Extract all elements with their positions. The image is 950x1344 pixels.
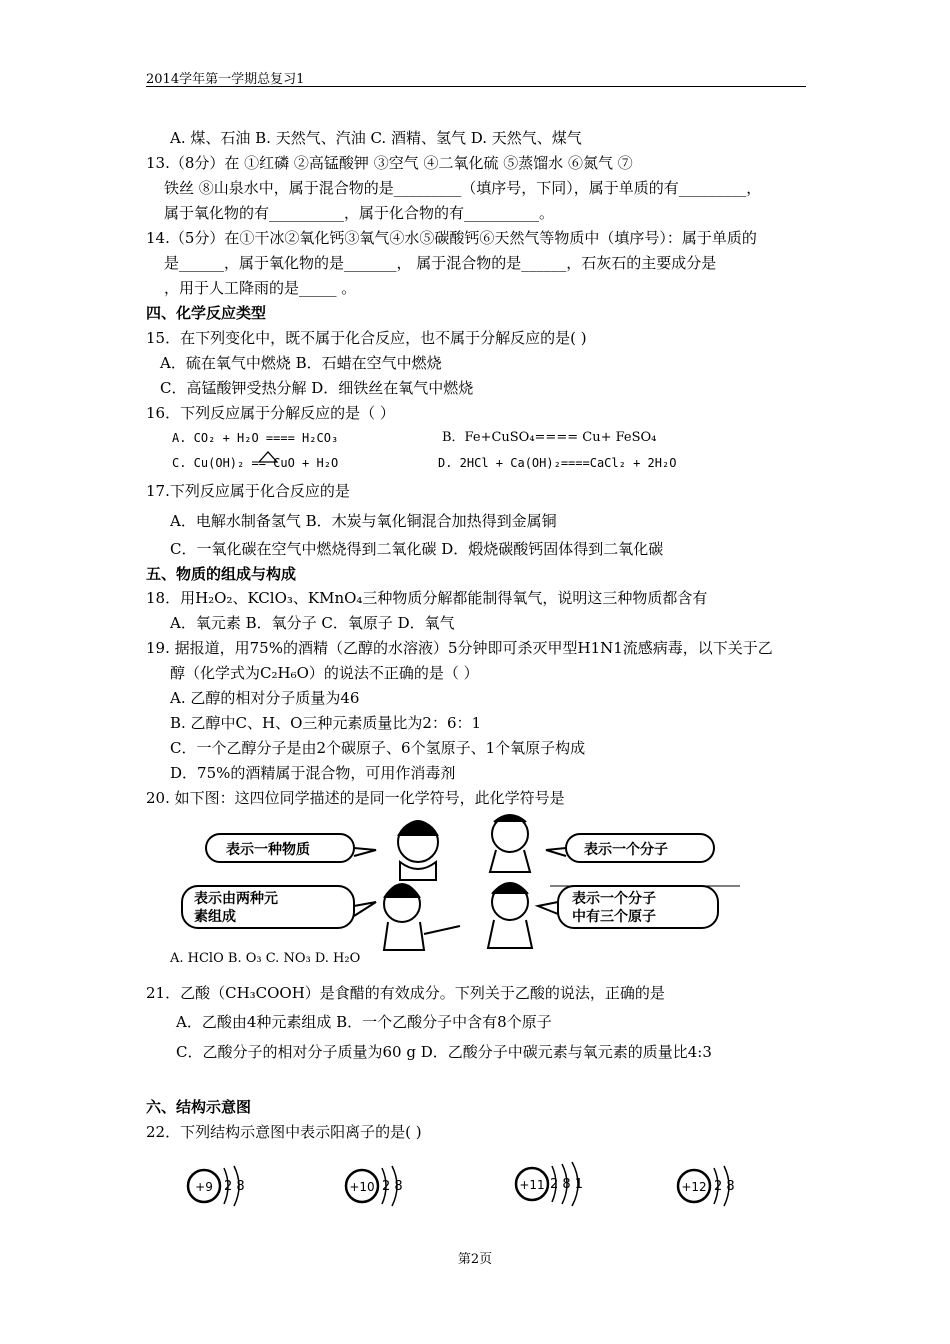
atom-diagrams: [176, 1158, 776, 1214]
svg-text:+10: +10: [349, 1180, 375, 1194]
bubble-3-text-b: 素组成: [194, 909, 236, 925]
q21-options-cd: C．乙酸分子的相对分子质量为60 g D．乙酸分子中碳元素与氧元素的质量比4:3: [176, 1043, 712, 1061]
q13-line1: 13.（8分）在 ①红磷 ②高锰酸钾 ③空气 ④二氧化硫 ⑤蒸馏水 ⑥氮气 ⑦: [146, 154, 633, 172]
q18-stem: 18．用H₂O₂、KClO₃、KMnO₄三种物质分解都能制得氧气，说明这三种物质都含有: [146, 589, 708, 607]
q16-option-b: B．Fe+CuSO₄==== Cu+ FeSO₄: [442, 430, 657, 445]
bubble-3-text-a: 表示由两种元: [194, 891, 278, 907]
q21-stem: 21．乙酸（CH₃COOH）是食醋的有效成分。下列关于乙酸的说法，正确的是: [146, 984, 665, 1002]
svg-text:+9: +9: [195, 1180, 213, 1194]
header-rule: [146, 86, 806, 87]
q15-options-ab: A．硫在氧气中燃烧 B．石蜡在空气中燃烧: [160, 354, 442, 372]
q16-option-c: C. Cu(OH)₂ == CuO + H₂O: [172, 456, 339, 470]
q19-line1: 19. 据报道，用75%的酒精（乙醇的水溶液）5分钟即可杀灭甲型H1N1流感病毒，以下关于乙: [146, 639, 773, 657]
q15-stem: 15．在下列变化中，既不属于化合反应，也不属于分解反应的是( ): [146, 329, 587, 347]
section-6-title: 六、结构示意图: [146, 1098, 252, 1116]
q16-option-a: A. CO₂ + H₂O ==== H₂CO₃: [172, 431, 339, 445]
atom-diagram-4: [678, 1166, 735, 1206]
svg-text:2 8 1: 2 8 1: [550, 1177, 584, 1192]
q14-line1: 14.（5分）在①干冰②氧化钙③氧气④水⑤碳酸钙⑥天然气等物质中（填序号）：属于单质的: [146, 229, 757, 247]
q16-option-d: D. 2HCl + Ca(OH)₂====CaCl₂ + 2H₂O: [438, 456, 677, 470]
q18-options: A．氧元素 B．氧分子 C．氧原子 D．氧气: [170, 614, 455, 632]
q19-line2: 醇（化学式为C₂H₆O）的说法不正确的是（ ）: [170, 664, 479, 682]
heat-triangle-icon: [257, 450, 279, 464]
q15-options-cd: C．高锰酸钾受热分解 D．细铁丝在氧气中燃烧: [160, 379, 474, 397]
svg-text:2 8: 2 8: [714, 1179, 735, 1194]
bubble-4-text-a: 表示一个分子: [572, 891, 656, 907]
section-4-title: 四、化学反应类型: [146, 304, 267, 322]
q19-option-a: A. 乙醇的相对分子质量为46: [170, 689, 360, 707]
atom-diagram-1: [188, 1166, 245, 1206]
bubble-1-text: 表示一种物质: [226, 842, 310, 858]
page-number: 第2页: [457, 1252, 493, 1267]
svg-text:+11: +11: [519, 1178, 545, 1192]
svg-text:2 8: 2 8: [224, 1179, 245, 1194]
q21-options-ab: A．乙酸由4种元素组成 B．一个乙酸分子中含有8个原子: [176, 1013, 552, 1031]
q17-options-ab: A．电解水制备氢气 B．木炭与氧化铜混合加热得到金属铜: [170, 512, 557, 530]
q13-line3: 属于氧化物的有__________，属于化合物的有__________。: [164, 204, 555, 222]
q19-option-d: D．75%的酒精属于混合物，可用作消毒剂: [170, 764, 456, 782]
svg-text:2 8: 2 8: [382, 1179, 403, 1194]
bubble-4-text-b: 中有三个原子: [572, 909, 656, 925]
q20-illustration: [180, 810, 740, 960]
q16-stem: 16．下列反应属于分解反应的是（ ）: [146, 404, 395, 422]
atom-diagram-2: [346, 1166, 403, 1206]
q20-stem: 20. 如下图：这四位同学描述的是同一化学符号，此化学符号是: [146, 789, 565, 807]
q22-stem: 22．下列结构示意图中表示阳离子的是( ): [146, 1123, 422, 1141]
q19-option-b: B. 乙醇中C、H、O三种元素质量比为2：6：1: [170, 714, 482, 732]
q13-line2: 铁丝 ⑧山泉水中，属于混合物的是_________（填序号，下同），属于单质的有_________，: [164, 179, 762, 197]
svg-text:+12: +12: [681, 1180, 707, 1194]
bubble-2-text: 表示一个分子: [584, 842, 668, 858]
atom-diagram-3: [516, 1162, 583, 1206]
q17-options-cd: C．一氧化碳在空气中燃烧得到二氧化碳 D．煅烧碳酸钙固体得到二氧化碳: [170, 540, 664, 558]
q19-option-c: C．一个乙醇分子是由2个碳原子、6个氢原子、1个氧原子构成: [170, 739, 586, 757]
q17-stem: 17.下列反应属于化合反应的是: [146, 482, 350, 500]
student-figures-icon: [384, 815, 532, 950]
page-header: 2014学年第一学期总复习1: [146, 72, 305, 87]
section-5-title: 五、物质的组成与构成: [146, 565, 297, 583]
q14-line2: 是______，属于氧化物的是_______， 属于混合物的是______，石灰石的主要成分是: [164, 254, 717, 272]
q14-line3: ，用于人工降雨的是_____ 。: [164, 279, 357, 297]
q20-options-cropped: A. HClO B. O₃ C. NO₃ D. H₂O: [170, 952, 361, 964]
q12-options: A. 煤、石油 B. 天然气、汽油 C. 酒精、氢气 D. 天然气、煤气: [170, 129, 582, 147]
